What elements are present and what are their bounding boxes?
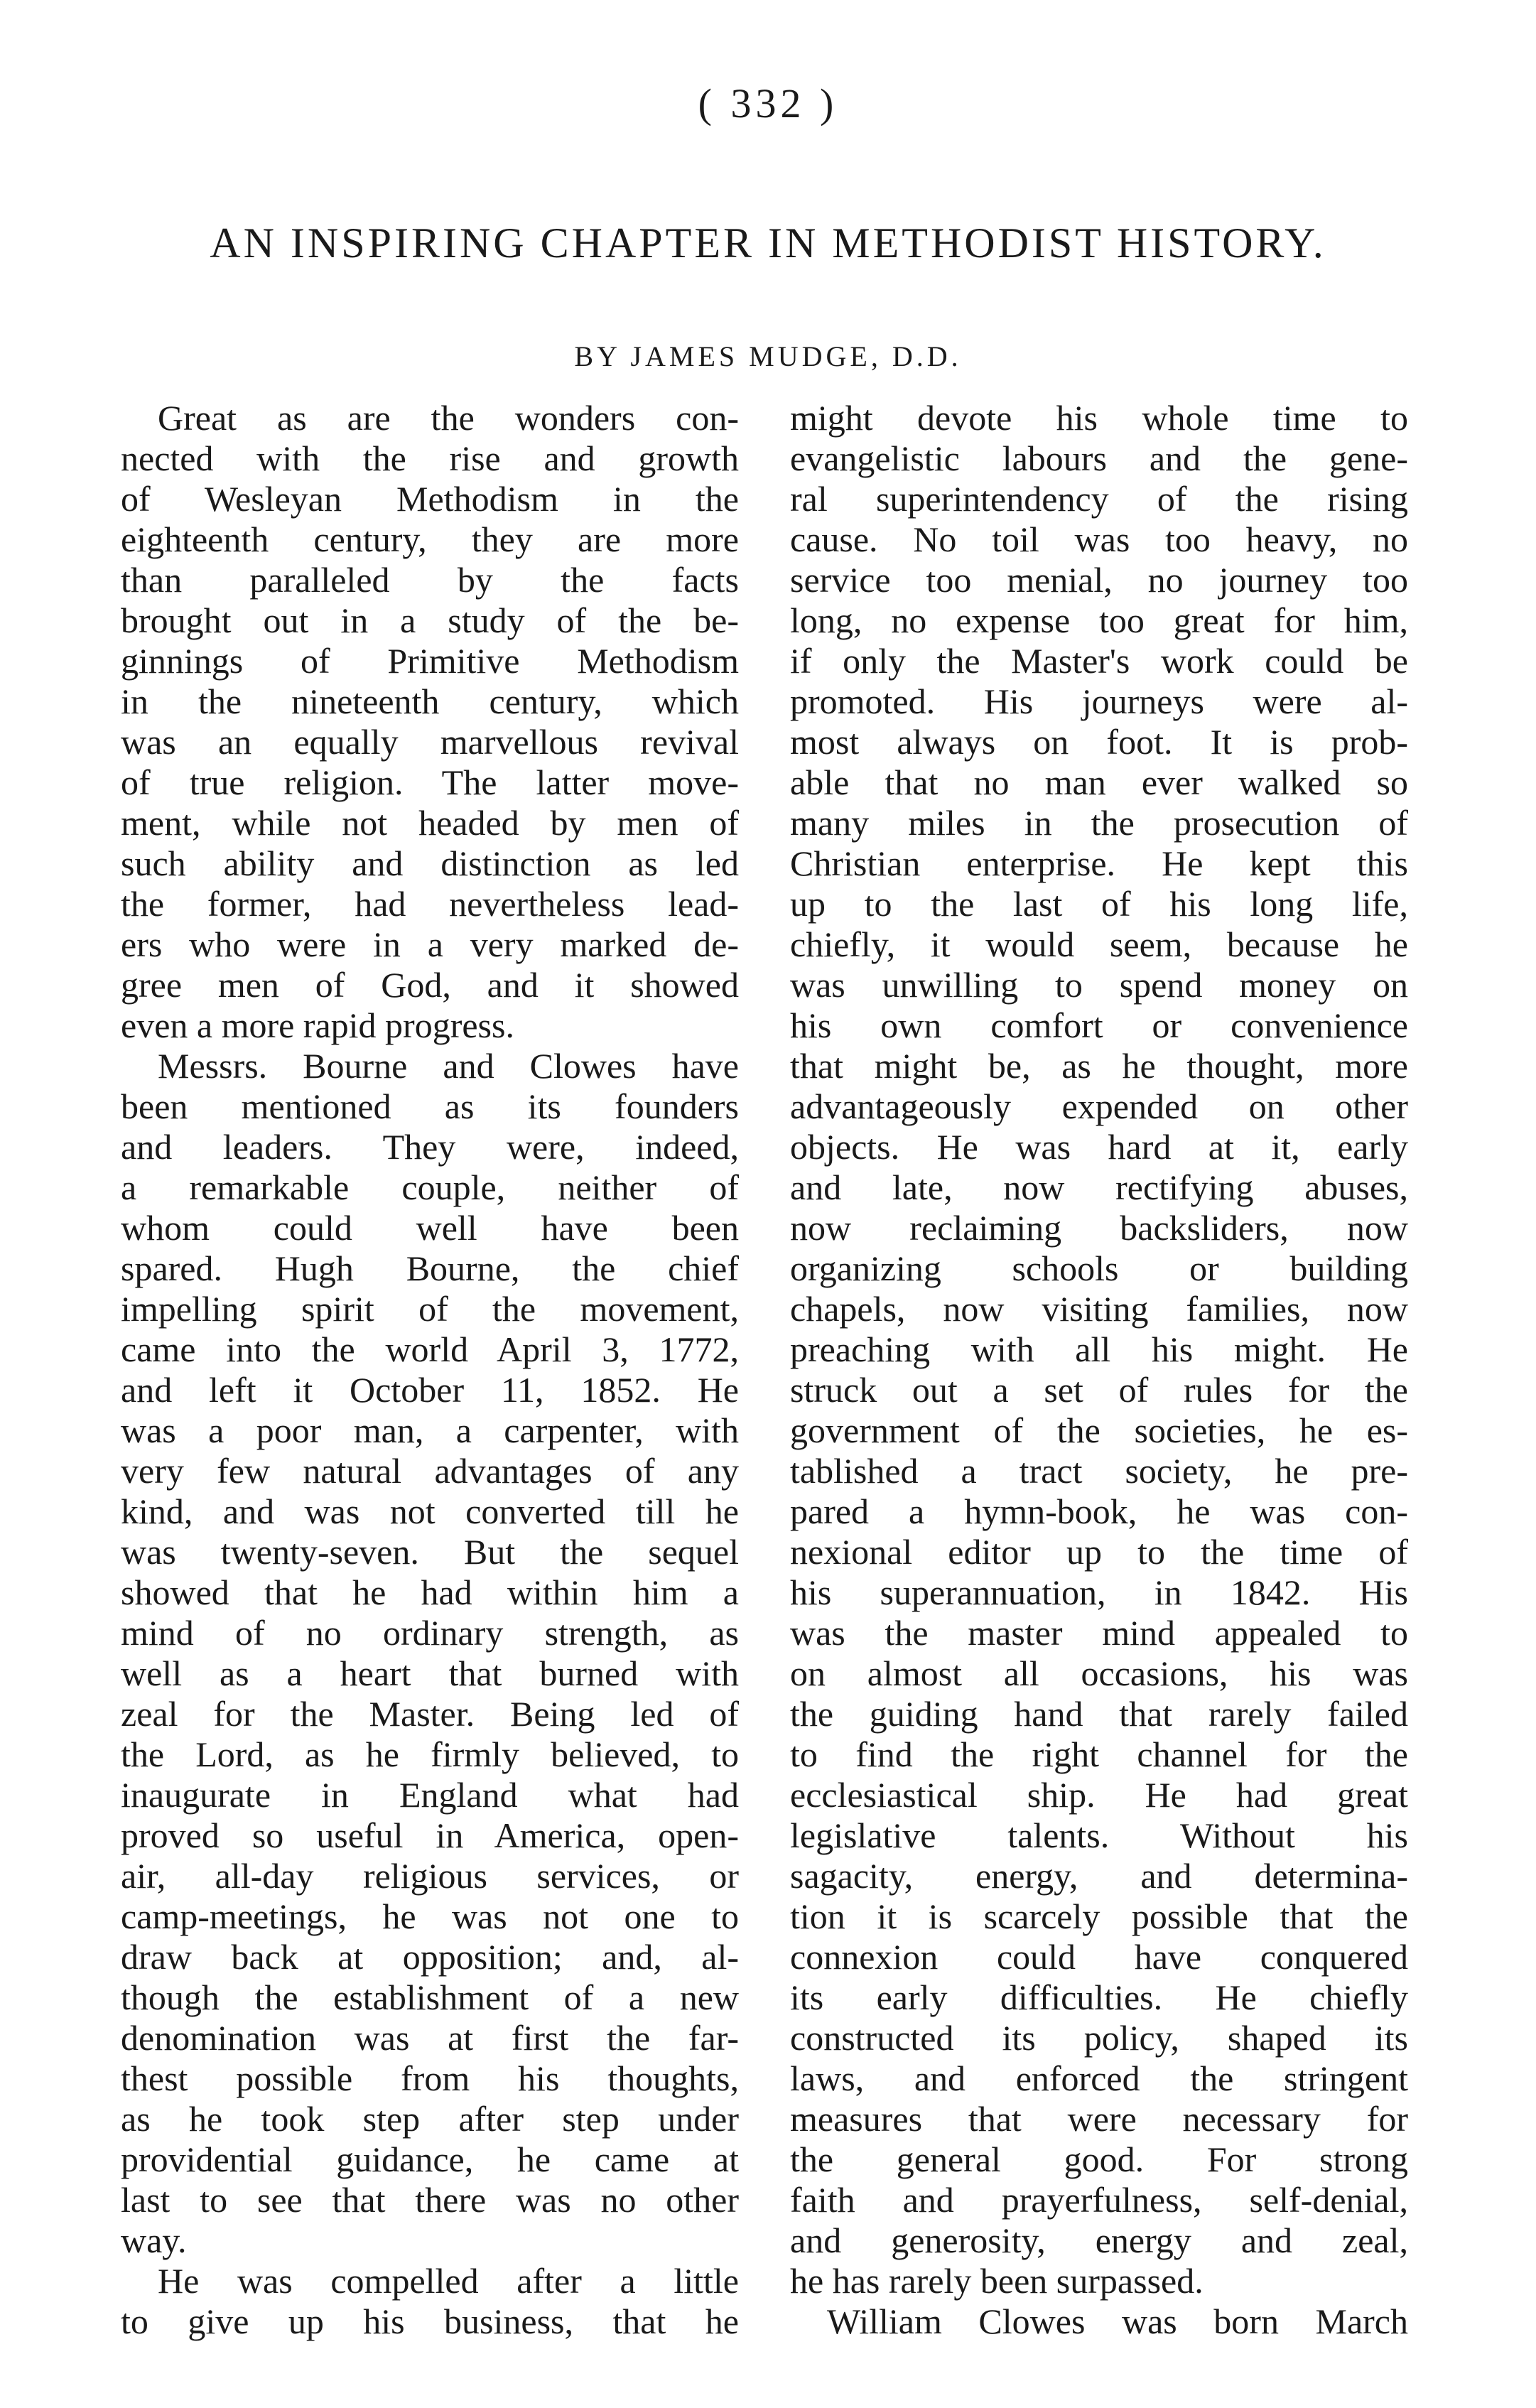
text-line: whom could well have been <box>121 1208 739 1248</box>
text-line: came into the world April 3, 1772, <box>121 1329 739 1369</box>
text-line: the Lord, as he firmly believed, to <box>121 1734 739 1774</box>
text-line: even a more rapid progress. <box>121 1005 514 1045</box>
text-line: very few natural advantages of any <box>121 1451 739 1491</box>
text-line: in the nineteenth century, which <box>121 681 739 721</box>
text-line: a remarkable couple, neither of <box>121 1167 739 1207</box>
text-line: ment, while not headed by men of <box>121 803 739 843</box>
text-line: of Wesleyan Methodism in the <box>121 479 739 519</box>
text-line: draw back at opposition; and, al- <box>121 1937 739 1977</box>
text-line: nexional editor up to the time of <box>790 1532 1408 1572</box>
text-line: most always on foot. It is prob- <box>790 722 1408 762</box>
text-line: now reclaiming backsliders, now <box>790 1208 1408 1248</box>
left-column <box>121 398 739 2342</box>
text-line: ecclesiastical ship. He had great <box>790 1775 1408 1815</box>
text-line: proved so useful in America, open- <box>121 1815 739 1855</box>
text-line: camp-meetings, he was not one to <box>121 1896 739 1936</box>
text-line: objects. He was hard at it, early <box>790 1127 1408 1167</box>
text-line: his superannuation, in 1842. His <box>790 1572 1408 1612</box>
text-line: government of the societies, he es- <box>790 1410 1408 1450</box>
text-line: was the master mind appealed to <box>790 1613 1408 1653</box>
text-line: as he took step after step under <box>121 2099 739 2139</box>
text-line: tablished a tract society, he pre- <box>790 1451 1408 1491</box>
text-line: constructed its policy, shaped its <box>790 2018 1408 2058</box>
text-line: showed that he had within him a <box>121 1572 739 1612</box>
text-line: to give up his business, that he <box>121 2301 739 2341</box>
text-line: He was compelled after a little <box>158 2261 739 2301</box>
text-line: William Clowes was born March <box>827 2301 1408 2341</box>
right-column <box>790 398 1408 2342</box>
text-line: measures that were necessary for <box>790 2099 1408 2139</box>
text-line: laws, and enforced the stringent <box>790 2058 1408 2098</box>
byline: BY JAMES MUDGE, D.D. <box>574 340 962 372</box>
text-line: his own comfort or convenience <box>790 1005 1408 1045</box>
text-line: the former, had nevertheless lead- <box>121 884 739 924</box>
text-line: the guiding hand that rarely failed <box>790 1694 1408 1734</box>
text-line: service too menial, no journey too <box>790 560 1408 600</box>
text-line: eighteenth century, they are more <box>121 519 739 559</box>
text-line: was a poor man, a carpenter, with <box>121 1410 739 1450</box>
text-line: cause. No toil was too heavy, no <box>790 519 1408 559</box>
text-line: and generosity, energy and zeal, <box>790 2220 1408 2260</box>
text-line: such ability and distinction as led <box>121 843 739 883</box>
text-line: Christian enterprise. He kept this <box>790 843 1408 883</box>
text-line: promoted. His journeys were al- <box>790 681 1408 721</box>
text-line: long, no expense too great for him, <box>790 600 1408 640</box>
text-line: was unwilling to spend money on <box>790 965 1408 1005</box>
text-line: inaugurate in England what had <box>121 1775 739 1815</box>
text-line: air, all-day religious services, or <box>121 1856 739 1896</box>
text-line: if only the Master's work could be <box>790 641 1408 681</box>
text-line: tion it is scarcely possible that the <box>790 1896 1408 1936</box>
text-line: and late, now rectifying abuses, <box>790 1167 1408 1207</box>
text-line: advantageously expended on other <box>790 1086 1408 1126</box>
text-line: to find the right channel for the <box>790 1734 1408 1774</box>
text-line: than paralleled by the facts <box>121 560 739 600</box>
text-line: of true religion. The latter move- <box>121 762 739 802</box>
text-line: Great as are the wonders con- <box>158 398 739 438</box>
text-line: struck out a set of rules for the <box>790 1370 1408 1410</box>
text-line: thest possible from his thoughts, <box>121 2058 739 2098</box>
text-line: its early difficulties. He chiefly <box>790 1977 1408 2017</box>
text-line: ral superintendency of the rising <box>790 479 1408 519</box>
text-line: able that no man ever walked so <box>790 762 1408 802</box>
text-line: that might be, as he thought, more <box>790 1046 1408 1086</box>
text-line: ers who were in a very marked de- <box>121 924 739 964</box>
text-line: evangelistic labours and the gene- <box>790 438 1408 478</box>
text-line: faith and prayerfulness, self-denial, <box>790 2180 1408 2220</box>
text-line: on almost all occasions, his was <box>790 1653 1408 1693</box>
text-line: well as a heart that burned with <box>121 1653 739 1693</box>
text-line: ginnings of Primitive Methodism <box>121 641 739 681</box>
text-line: many miles in the prosecution of <box>790 803 1408 843</box>
text-line: Messrs. Bourne and Clowes have <box>158 1046 739 1086</box>
text-line: was twenty-seven. But the sequel <box>121 1532 739 1572</box>
text-line: and leaders. They were, indeed, <box>121 1127 739 1167</box>
text-line: preaching with all his might. He <box>790 1329 1408 1369</box>
text-line: he has rarely been surpassed. <box>790 2261 1204 2301</box>
text-line: nected with the rise and growth <box>121 438 739 478</box>
text-line: brought out in a study of the be- <box>121 600 739 640</box>
text-line: and left it October 11, 1852. He <box>121 1370 739 1410</box>
text-line: mind of no ordinary strength, as <box>121 1613 739 1653</box>
text-line: zeal for the Master. Being led of <box>121 1694 739 1734</box>
text-line: legislative talents. Without his <box>790 1815 1408 1855</box>
text-line: denomination was at first the far- <box>121 2018 739 2058</box>
text-line: organizing schools or building <box>790 1248 1408 1288</box>
text-line: impelling spirit of the movement, <box>121 1289 739 1329</box>
text-line: sagacity, energy, and determina- <box>790 1856 1408 1896</box>
text-line: providential guidance, he came at <box>121 2139 739 2179</box>
text-line: the general good. For strong <box>790 2139 1408 2179</box>
text-line: kind, and was not converted till he <box>121 1491 739 1531</box>
text-line: gree men of God, and it showed <box>121 965 739 1005</box>
text-line: way. <box>121 2220 187 2260</box>
text-line: chapels, now visiting families, now <box>790 1289 1408 1329</box>
text-line: up to the last of his long life, <box>790 884 1408 924</box>
text-line: spared. Hugh Bourne, the chief <box>121 1248 739 1288</box>
text-line: might devote his whole time to <box>790 398 1408 438</box>
article-title: AN INSPIRING CHAPTER IN METHODIST HISTORY. <box>210 220 1326 266</box>
text-line: connexion could have conquered <box>790 1937 1408 1977</box>
text-line: pared a hymn-book, he was con- <box>790 1491 1408 1531</box>
text-line: last to see that there was no other <box>121 2180 739 2220</box>
text-line: was an equally marvellous revival <box>121 722 739 762</box>
page-number: ( 332 ) <box>698 80 838 126</box>
text-line: chiefly, it would seem, because he <box>790 924 1408 964</box>
text-line: been mentioned as its founders <box>121 1086 739 1126</box>
text-line: though the establishment of a new <box>121 1977 739 2017</box>
